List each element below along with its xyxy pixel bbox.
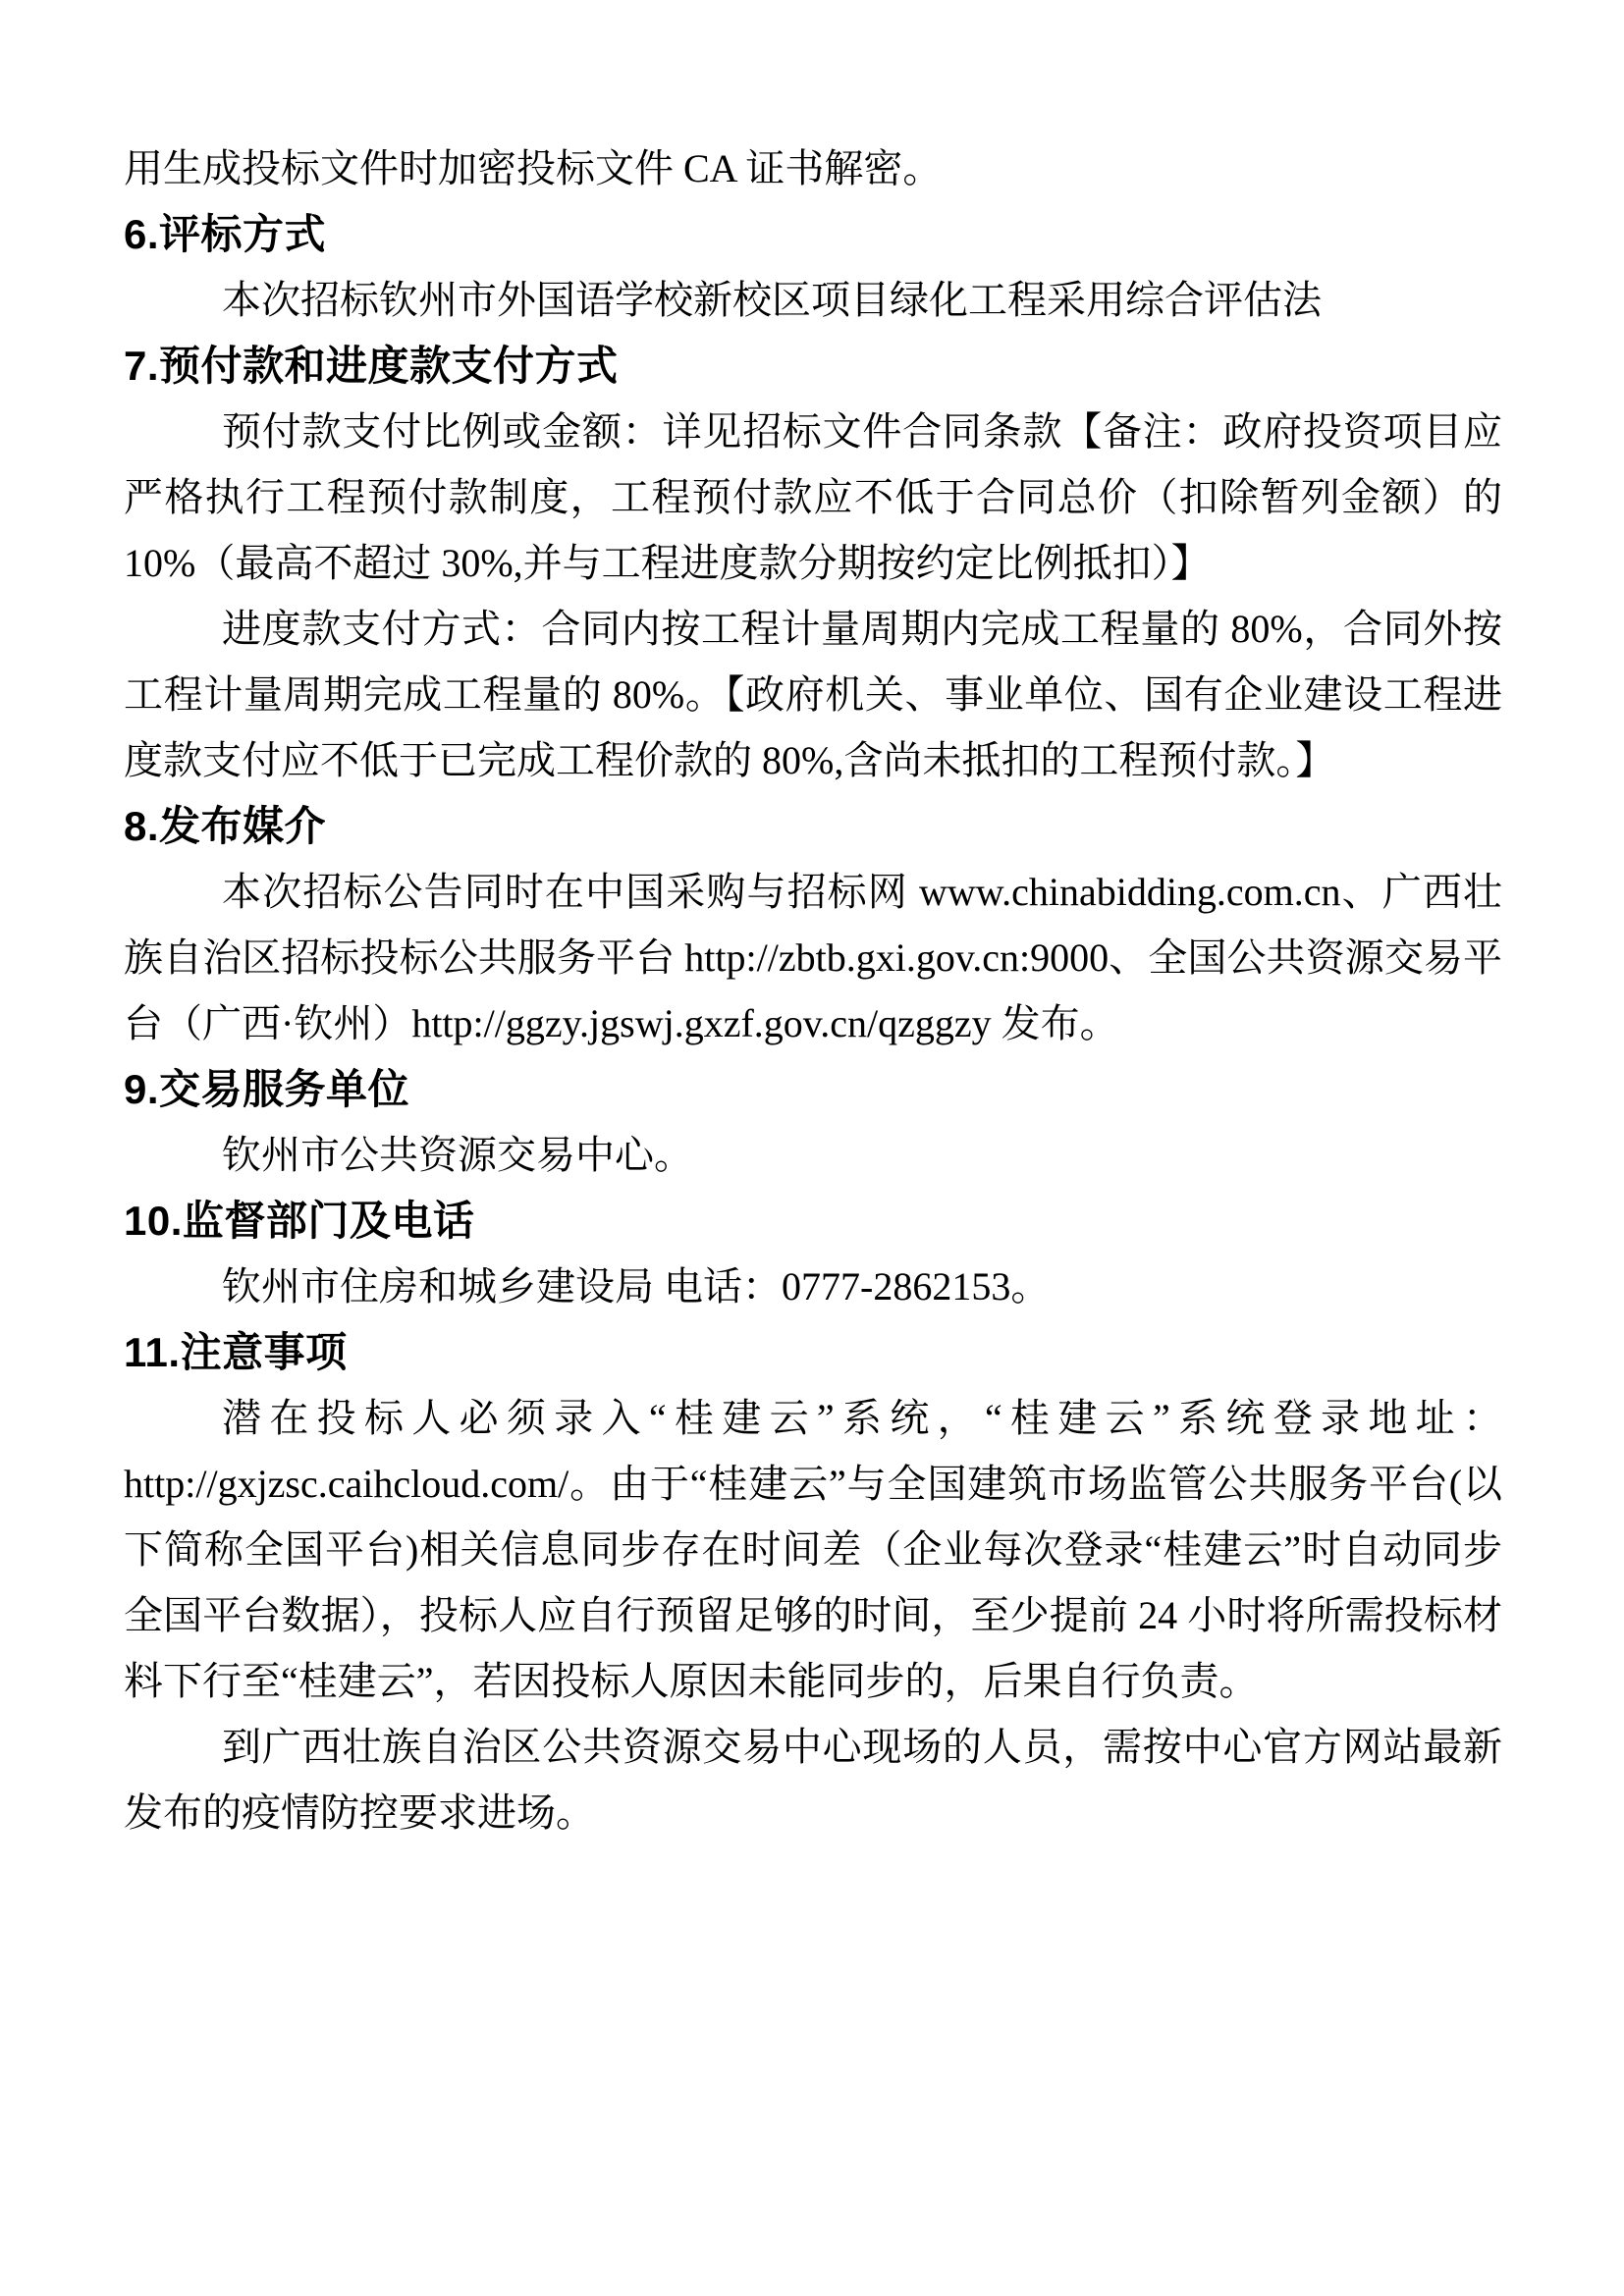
section-paragraph: 本次招标公告同时在中国采购与招标网 www.chinabidding.com.cn、广西壮族自治区招标投标公共服务平台 http://zbtb.gxi.gov.cn:9000、全国公共资源交易平台（广西·钦州）http://ggzy.jgswj.gxzf.gov.cn/qzggzy 发布。 [124, 870, 1502, 1045]
document-section [124, 1056, 1502, 1188]
document-section [124, 201, 1502, 333]
section-heading: 7.预付款和进度款支付方式 [124, 343, 619, 389]
section-paragraph: 潜在投标人必须录入“桂建云”系统，“桂建云”系统登录地址：http://gxjzsc.caihcloud.com/。由于“桂建云”与全国建筑市场监管公共服务平台(以下简称全国平台)相关信息同步存在时间差（企业每次登录“桂建云”时自动同步全国平台数据），投标人应自行预留足够的时间，至少提前 24 小时将所需投标材料下行至“桂建云”，若因投标人原因未能同步的，后果自行负责。 [124, 1396, 1502, 1703]
document-section [124, 793, 1502, 1056]
section-heading: 11.注意事项 [124, 1329, 348, 1375]
document-section [124, 333, 1502, 793]
section-paragraph: 本次招标钦州市外国语学校新校区项目绿化工程采用综合评估法 [222, 278, 1322, 322]
document-sections [124, 201, 1502, 1845]
continuation-paragraph: 用生成投标文件时加密投标文件 CA 证书解密。 [124, 146, 943, 190]
section-paragraph: 预付款支付比例或金额：详见招标文件合同条款【备注：政府投资项目应严格执行工程预付款制度，工程预付款应不低于合同总价（扣除暂列金额）的 10%（最高不超过 30%,并与工程进度款分期按约定比例抵扣）】 [124, 409, 1502, 585]
section-heading: 9.交易服务单位 [124, 1066, 410, 1112]
section-heading: 10.监督部门及电话 [124, 1198, 475, 1244]
section-paragraph: 钦州市公共资源交易中心。 [222, 1133, 693, 1177]
section-paragraph: 进度款支付方式：合同内按工程计量周期内完成工程量的 80%，合同外按工程计量周期完成工程量的 80%。【政府机关、事业单位、国有企业建设工程进度款支付应不低于已完成工程价款的 80%,含尚未抵扣的工程预付款。】 [124, 607, 1502, 782]
section-heading: 8.发布媒介 [124, 803, 327, 849]
document-section [124, 1319, 1502, 1845]
section-heading: 6.评标方式 [124, 211, 327, 257]
document-section [124, 1188, 1502, 1319]
section-paragraph: 到广西壮族自治区公共资源交易中心现场的人员，需按中心官方网站最新发布的疫情防控要求进场。 [124, 1725, 1502, 1835]
section-paragraph: 钦州市住房和城乡建设局 电话：0777-2862153。 [222, 1264, 1051, 1308]
